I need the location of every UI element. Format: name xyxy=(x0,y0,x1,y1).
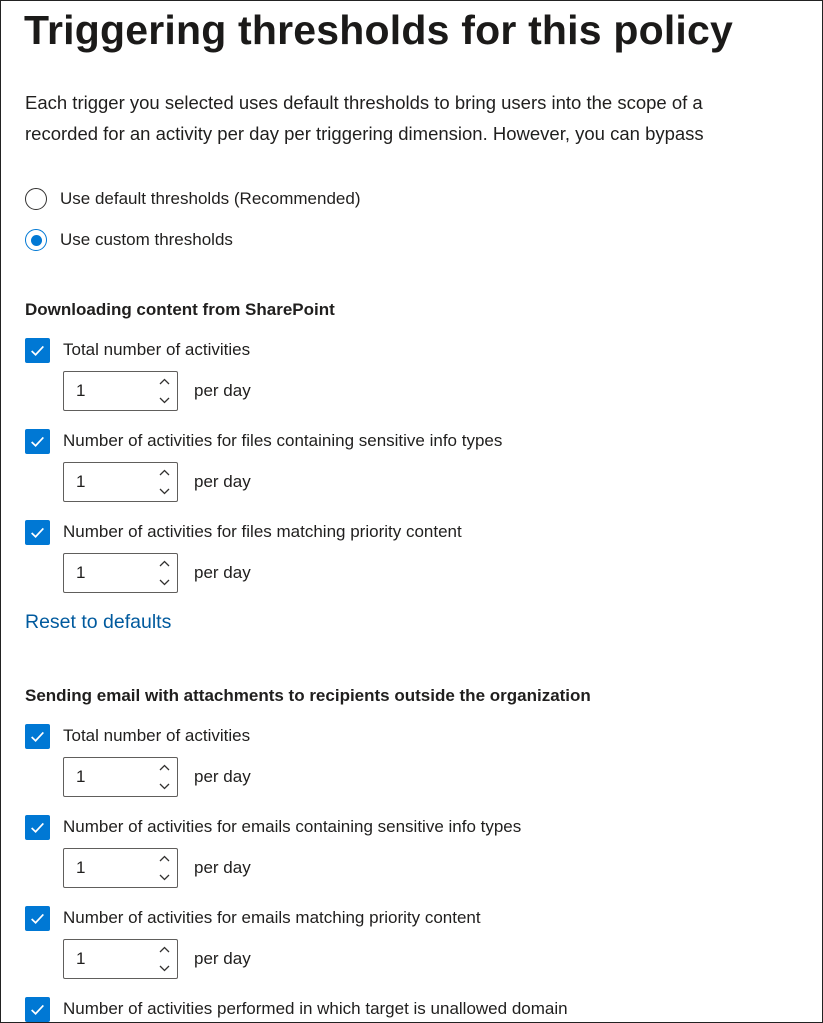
per-day-label: per day xyxy=(194,472,251,491)
threshold-row xyxy=(63,461,251,503)
chevron-up-icon[interactable] xyxy=(151,554,177,573)
per-day-label: per day xyxy=(194,949,251,968)
checkmark-icon[interactable] xyxy=(25,520,50,545)
checkbox-sp-sensitive-info[interactable] xyxy=(25,428,502,454)
page-title: Triggering thresholds for this policy xyxy=(24,7,734,53)
chevron-up-icon[interactable] xyxy=(151,849,177,868)
checkmark-icon[interactable] xyxy=(25,815,50,840)
per-day-label: per day xyxy=(194,381,251,400)
checkbox-label: Number of activities performed in which target is unallowed domain xyxy=(63,999,568,1018)
per-day-label: per day xyxy=(194,563,251,582)
quantity-stepper[interactable] xyxy=(63,848,178,888)
description-line: Each trigger you selected uses default thresholds to bring users into the scope of a xyxy=(25,92,703,113)
checkbox-sp-total-activities[interactable] xyxy=(25,337,250,363)
chevron-down-icon[interactable] xyxy=(151,391,177,410)
stepper-input[interactable] xyxy=(64,758,152,796)
radio-label: Use custom thresholds xyxy=(60,230,233,249)
checkmark-icon[interactable] xyxy=(25,338,50,363)
stepper-input[interactable] xyxy=(64,554,152,592)
threshold-row xyxy=(63,370,251,412)
threshold-row xyxy=(63,938,251,980)
chevron-up-icon[interactable] xyxy=(151,372,177,391)
quantity-stepper[interactable] xyxy=(63,371,178,411)
checkbox-label: Number of activities for files matching priority content xyxy=(63,522,462,541)
checkmark-icon[interactable] xyxy=(25,997,50,1022)
checkbox-sp-priority-content[interactable] xyxy=(25,519,462,545)
chevron-up-icon[interactable] xyxy=(151,940,177,959)
threshold-row xyxy=(63,847,251,889)
stepper-input[interactable] xyxy=(64,463,152,501)
radio-default-thresholds[interactable] xyxy=(25,187,360,211)
checkbox-email-total-activities[interactable] xyxy=(25,723,250,749)
checkbox-label: Number of activities for files containing sensitive info types xyxy=(63,431,503,450)
reset-to-defaults-link[interactable]: Reset to defaults xyxy=(25,611,172,633)
radio-button-icon[interactable] xyxy=(25,188,47,210)
page-description xyxy=(25,87,704,149)
radio-label: Use default thresholds (Recommended) xyxy=(60,189,361,208)
checkbox-email-sensitive-info[interactable] xyxy=(25,814,521,840)
radio-custom-thresholds[interactable] xyxy=(25,228,233,252)
threshold-row xyxy=(63,552,251,594)
chevron-down-icon[interactable] xyxy=(151,959,177,978)
quantity-stepper[interactable] xyxy=(63,757,178,797)
quantity-stepper[interactable] xyxy=(63,939,178,979)
chevron-down-icon[interactable] xyxy=(151,482,177,501)
chevron-up-icon[interactable] xyxy=(151,758,177,777)
checkbox-label: Total number of activities xyxy=(63,340,251,359)
checkbox-email-unallowed-domain[interactable] xyxy=(25,996,568,1022)
chevron-down-icon[interactable] xyxy=(151,868,177,887)
per-day-label: per day xyxy=(194,767,251,786)
threshold-row xyxy=(63,756,251,798)
per-day-label: per day xyxy=(194,858,251,877)
checkbox-label: Number of activities for emails matching priority content xyxy=(63,908,481,927)
stepper-input[interactable] xyxy=(64,849,152,887)
description-line: recorded for an activity per day per triggering dimension. However, you can bypass xyxy=(25,123,704,144)
quantity-stepper[interactable] xyxy=(63,553,178,593)
checkbox-label: Number of activities for emails containing sensitive info types xyxy=(63,817,522,836)
checkbox-email-priority-content[interactable] xyxy=(25,905,481,931)
checkmark-icon[interactable] xyxy=(25,429,50,454)
section-title-sharepoint: Downloading content from SharePoint xyxy=(25,300,335,319)
checkmark-icon[interactable] xyxy=(25,724,50,749)
checkbox-label: Total number of activities xyxy=(63,726,251,745)
section-title-email-attachments: Sending email with attachments to recipients outside the organization xyxy=(25,686,591,705)
chevron-up-icon[interactable] xyxy=(151,463,177,482)
checkmark-icon[interactable] xyxy=(25,906,50,931)
quantity-stepper[interactable] xyxy=(63,462,178,502)
stepper-input[interactable] xyxy=(64,372,152,410)
chevron-down-icon[interactable] xyxy=(151,777,177,796)
chevron-down-icon[interactable] xyxy=(151,573,177,592)
radio-button-selected-icon[interactable] xyxy=(25,229,47,251)
stepper-input[interactable] xyxy=(64,940,152,978)
